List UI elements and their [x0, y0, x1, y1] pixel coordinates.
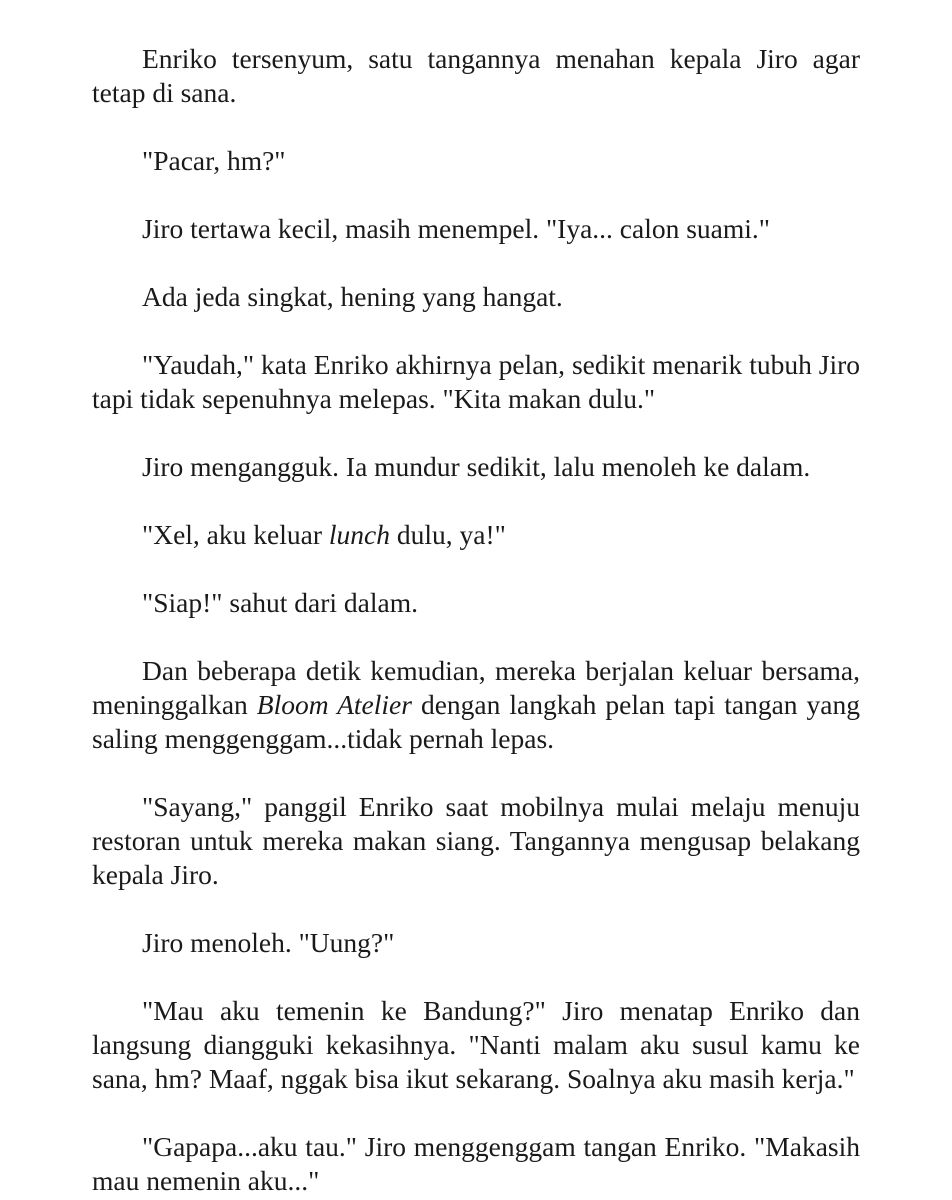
- dialogue-paragraph: "Siap!" sahut dari dalam.: [142, 587, 418, 618]
- italic-term: Bloom Atelier: [256, 689, 412, 720]
- paragraph: "Sayang," panggil Enriko saat mobilnya mulai melaju menuju restoran untuk mereka makan siang. Tangannya mengusap belakang kepala Jiro.: [92, 791, 860, 890]
- paragraph: Enriko tersenyum, satu tangannya menahan kepala Jiro agar tetap di sana.: [92, 43, 860, 108]
- dialogue-paragraph: "Pacar, hm?": [142, 145, 286, 176]
- paragraph: [92, 654, 860, 756]
- italic-term: lunch: [328, 519, 390, 550]
- paragraph-text: Dan beberapa detik kemudian, mereka berjalan keluar bersama, meninggalkan: [92, 655, 860, 720]
- paragraph: "Yaudah," kata Enriko akhirnya pelan, sedikit menarik tubuh Jiro tapi tidak sepenuhnya melepas. "Kita makan dulu.": [92, 349, 860, 414]
- paragraph-text: "Xel, aku keluar: [142, 519, 329, 550]
- paragraph: Jiro mengangguk. Ia mundur sedikit, lalu menoleh ke dalam.: [142, 451, 811, 482]
- paragraph: "Mau aku temenin ke Bandung?" Jiro menatap Enriko dan langsung diangguki kekasihnya. "Nanti malam aku susul kamu ke sana, hm? Maaf, nggak bisa ikut sekarang. Soalnya aku masih kerja.": [92, 995, 860, 1094]
- paragraph-text: dulu, ya!": [389, 519, 506, 550]
- paragraph: Ada jeda singkat, hening yang hangat.: [142, 281, 563, 312]
- paragraph: Jiro tertawa kecil, masih menempel. "Iya... calon suami.": [142, 213, 771, 244]
- dialogue-paragraph: [92, 518, 860, 552]
- paragraph: "Gapapa...aku tau." Jiro menggenggam tangan Enriko. "Makasih mau nemenin aku...": [92, 1131, 860, 1196]
- paragraph-text: dengan langkah pelan tapi tangan yang saling menggenggam...tidak pernah lepas.: [92, 689, 860, 754]
- paragraph: Jiro menoleh. "Uung?": [142, 927, 395, 958]
